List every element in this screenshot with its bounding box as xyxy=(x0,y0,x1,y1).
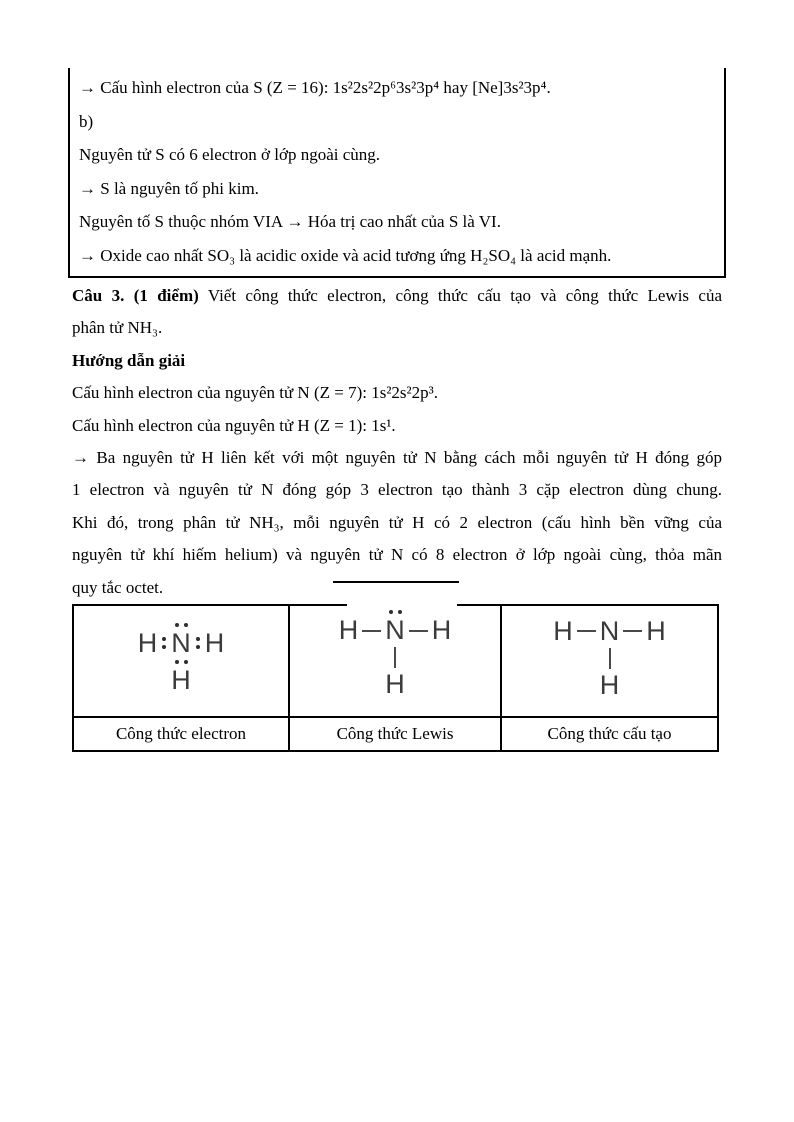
solution-line: Cấu hình electron của nguyên tử N (Z = 7): 1s²2s²2p³. xyxy=(72,383,438,403)
bonding-pair-dots xyxy=(175,660,188,664)
structure-row xyxy=(339,617,452,644)
atom-n-center: N xyxy=(171,627,191,658)
single-bond-vertical xyxy=(609,648,611,669)
answer-line: b) xyxy=(79,111,94,131)
atom-h-left: H xyxy=(553,615,573,646)
single-bond xyxy=(577,630,596,632)
question-line xyxy=(72,280,722,312)
answer-line: → S là nguyên tố phi kim. xyxy=(79,178,259,198)
atom-n-center: N xyxy=(599,615,620,646)
atom-h-right: H xyxy=(204,627,225,658)
solution-line: quy tắc octet. xyxy=(72,577,164,597)
overflowing-image-edge xyxy=(333,581,459,583)
lewis-formula-cell xyxy=(290,604,502,718)
atom-h-below: H xyxy=(171,664,191,695)
answer-line: Nguyên tử S có 6 electron ở lớp ngoài cùng. xyxy=(79,145,381,164)
atom-h-below: H xyxy=(599,669,620,700)
single-bond xyxy=(623,630,642,632)
single-bond xyxy=(409,630,428,632)
solution-line: nguyên tử khí hiếm helium) và nguyên tử N có 8 electron ở lớp ngoài cùng, thỏa mãn xyxy=(72,545,722,565)
structural-formula-structure xyxy=(553,615,666,700)
lone-pair-dots xyxy=(389,610,402,614)
solution-line: Khi đó, trong phân tử NH₃, mỗi nguyên tử H có 2 electron (cấu hình bền vững của xyxy=(72,512,722,532)
electron-formula-structure xyxy=(138,623,225,694)
solution-heading: Hướng dẫn giải xyxy=(72,350,186,370)
answer-line: Nguyên tố S thuộc nhóm VIA → Hóa trị cao nhất của S là VI. xyxy=(79,212,501,231)
body-text xyxy=(72,280,722,604)
single-bond xyxy=(362,630,381,632)
question-text: Viết công thức electron, công thức cấu tạo và công thức Lewis của xyxy=(207,286,722,305)
atom-h-below: H xyxy=(385,669,405,699)
solution-line: Cấu hình electron của nguyên tử H (Z = 1): 1s¹. xyxy=(72,415,396,435)
bonding-pair-dots xyxy=(162,637,166,649)
atom-h-right: H xyxy=(646,615,666,646)
electron-formula-cell xyxy=(72,604,290,718)
atom-h-left: H xyxy=(338,615,359,645)
lewis-formula-structure xyxy=(339,610,452,698)
answer-line: → Cấu hình electron của S (Z = 16): 1s²2s²2p⁶3s²3p⁴ hay [Ne]3s²3p⁴. xyxy=(79,78,551,97)
atom-n-center: N xyxy=(385,615,405,645)
table-label-structural: Công thức cấu tạo xyxy=(502,718,719,752)
formula-table-grid xyxy=(72,604,719,752)
question-line: phân tử NH₃. xyxy=(72,318,163,338)
structure-row xyxy=(137,627,225,658)
solution-line: → Ba nguyên tử H liên kết với một nguyên tử N bằng cách mỗi nguyên tử H đóng góp xyxy=(72,448,722,468)
answer-line: → Oxide cao nhất SO₃ là acidic oxide và acid tương ứng H₂SO₄ là acid mạnh. xyxy=(79,245,612,265)
structure-row xyxy=(553,615,666,646)
structural-formula-cell xyxy=(502,604,719,718)
table-label-lewis: Công thức Lewis xyxy=(290,718,502,752)
solution-line: 1 electron và nguyên tử N đóng góp 3 electron tạo thành 3 cặp electron dùng chung. xyxy=(72,480,722,500)
bonding-pair-dots xyxy=(196,637,200,649)
atom-h-left: H xyxy=(137,627,158,658)
question-label: Câu 3. (1 điểm) xyxy=(72,286,199,305)
single-bond-vertical xyxy=(394,647,396,668)
answer-box xyxy=(68,68,726,278)
formula-table xyxy=(72,604,719,752)
lone-pair-dots xyxy=(175,623,188,627)
atom-h-right: H xyxy=(431,615,452,645)
table-label-electron: Công thức electron xyxy=(72,718,290,752)
